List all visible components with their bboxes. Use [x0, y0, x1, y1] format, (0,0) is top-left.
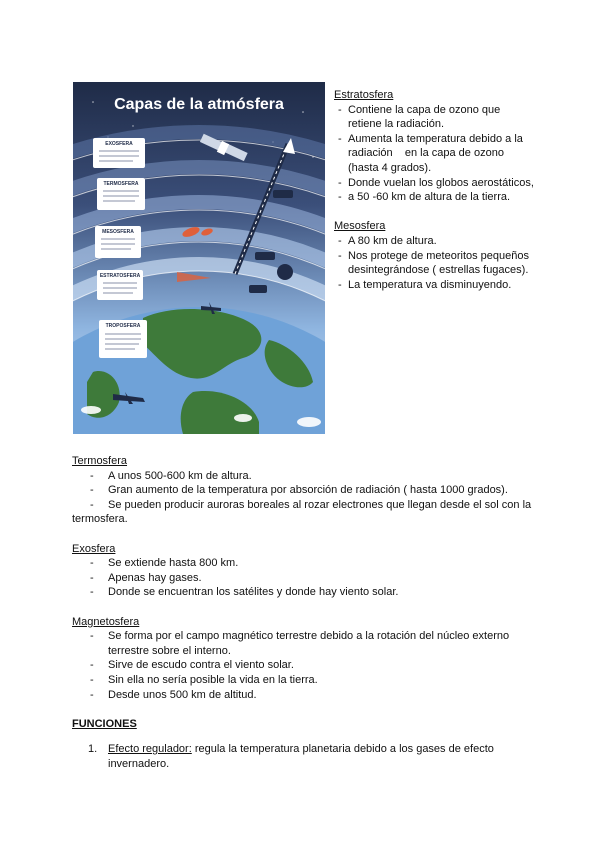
exosfera-title: Exosfera — [72, 542, 116, 555]
list-item: - a 50 -60 km de altura de la tierra. — [338, 191, 511, 204]
list-item: - Contiene la capa de ozono que retiene la radiación. — [338, 103, 501, 131]
list-item: - Apenas hay gases. — [90, 571, 202, 584]
label-termosfera: TERMOSFERA — [103, 181, 139, 187]
magnetosfera-section — [72, 615, 532, 703]
list-item: - A 80 km de altura. — [338, 234, 437, 247]
magnetosfera-title: Magnetosfera — [72, 615, 140, 628]
funciones-title: FUNCIONES — [72, 717, 137, 730]
list-item: - A unos 500-600 km de altura. — [90, 469, 252, 482]
list-item: - Donde vuelan los globos aerostáticos, — [338, 176, 534, 189]
termosfera-section — [72, 454, 532, 527]
estratosfera-title: Estratosfera — [334, 89, 394, 101]
list-item: 1. Efecto regulador: regula la temperatura planetaria debido a los gases de efecto invernadero. — [88, 743, 494, 770]
termosfera-title: Termosfera — [72, 455, 128, 467]
funciones-section — [72, 717, 532, 772]
mesosfera-title: Mesosfera — [334, 220, 386, 233]
list-item: - Nos protege de meteoritos pequeños desintegrándose ( estrellas fugaces). — [338, 249, 530, 277]
exosfera-section — [72, 542, 532, 600]
list-item: - Sin ella no sería posible la vida en la tierra. — [90, 673, 318, 686]
list-item: - Donde se encuentran los satélites y donde hay viento solar. — [90, 586, 399, 599]
label-mesosfera: MESOSFERA — [102, 229, 134, 235]
list-item: - Se forma por el campo magnético terrestre debido a la rotación del núcleo externo terrestre sobre el interno. — [90, 630, 510, 657]
right-column — [334, 88, 534, 292]
label-troposfera: TROPOSFERA — [105, 323, 141, 329]
list-item: - La temperatura va disminuyendo. — [338, 278, 512, 291]
list-item: - Desde unos 500 km de altitud. — [90, 688, 257, 701]
label-exosfera: EXOSFERA — [105, 141, 133, 147]
list-item: - Sirve de escudo contra el viento solar. — [90, 659, 294, 672]
list-item: - Aumenta la temperatura debido a la radiación en la capa de ozono (hasta 4 grados). — [338, 132, 526, 174]
list-item: - Gran aumento de la temperatura por absorción de radiación ( hasta 1000 grados). — [90, 484, 508, 497]
label-estratosfera: ESTRATOSFERA — [99, 273, 141, 279]
figure-title: Capas de la atmósfera — [114, 96, 284, 113]
list-item: - Se pueden producir auroras boreales al rozar electrones que llegan desde el sol con la termosfera. — [72, 498, 532, 526]
atmosphere-layers-illustration — [73, 82, 325, 434]
list-item: - Se extiende hasta 800 km. — [90, 557, 239, 570]
lower-section — [72, 454, 532, 782]
